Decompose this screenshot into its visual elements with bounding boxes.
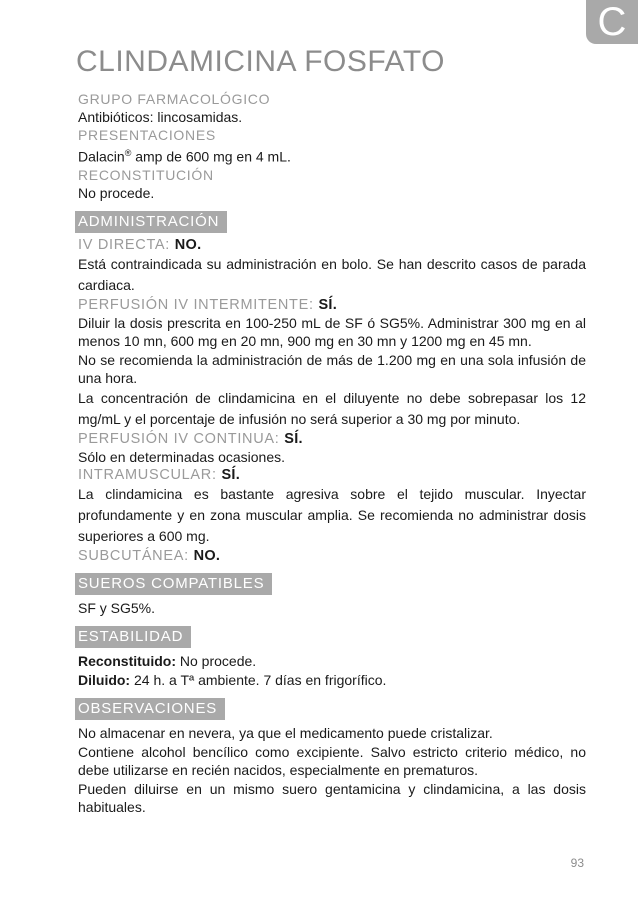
diluido-text: 24 h. a Tª ambiente. 7 días en frigorífico. xyxy=(130,671,387,688)
sueros-header: SUEROS COMPATIBLES xyxy=(75,573,272,595)
diluido-label: Diluido: xyxy=(78,671,131,688)
sueros-text: SF y SG5%. xyxy=(78,599,156,616)
perf-continua-text: Sólo en determinadas ocasiones. xyxy=(78,448,286,465)
grupo-text: Antibióticos: lincosamidas. xyxy=(78,109,243,125)
administracion-header: ADMINISTRACIÓN xyxy=(75,211,227,233)
reconstituido-label: Reconstituido: xyxy=(78,652,176,669)
perf-intermitente-p1: Diluir la dosis prescrita en 100-250 mL de SF ó SG5%. Administrar 300 mg en al menos 10 mn, 600 mg en 20 mn, 900 mg en 30 mn y 1200 mg en 45 mn. xyxy=(78,314,586,349)
iv-directa-label-text: IV DIRECTA: xyxy=(78,236,175,253)
perf-intermitente-label xyxy=(78,297,586,314)
reconstituido-text: No procede. xyxy=(176,652,257,669)
section-letter-tab: C xyxy=(586,0,638,44)
intramuscular-label xyxy=(78,467,586,484)
subcutanea-label xyxy=(78,548,586,565)
observaciones-p3: Pueden diluirse en un mismo suero gentamicina y clindamicina, a las dosis habituales. xyxy=(78,780,586,815)
grupo-label: GRUPO FARMACOLÓGICO xyxy=(78,91,271,107)
estabilidad-reconstituido xyxy=(78,652,586,670)
estabilidad-diluido xyxy=(78,671,586,689)
presentaciones-text xyxy=(78,144,586,166)
reconstitucion-label: RECONSTITUCIÓN xyxy=(78,166,214,183)
monograph-content xyxy=(78,44,586,817)
iv-directa-text: Está contraindicada su administración en bolo. Se han descrito casos de parada cardiaca. xyxy=(78,255,586,293)
drug-title: CLINDAMICINA FOSFATO xyxy=(76,45,445,78)
perf-continua-label xyxy=(78,431,586,448)
estabilidad-header: ESTABILIDAD xyxy=(75,626,191,648)
observaciones-header: OBSERVACIONES xyxy=(75,698,225,720)
intramuscular-text: La clindamicina es bastante agresiva sobre el tejido muscular. Inyectar profundamente y en zona muscular amplia. Se recomienda no administrar dosis superiores a 600 mg. xyxy=(78,485,586,544)
subcutanea-label-text: SUBCUTÁNEA: xyxy=(78,547,194,564)
registered-mark: ® xyxy=(124,148,132,158)
brand-name: Dalacin xyxy=(78,148,125,165)
subcutanea-value: NO. xyxy=(193,547,221,564)
perf-intermitente-value: SÍ. xyxy=(318,296,338,313)
presentaciones-label: PRESENTACIONES xyxy=(78,127,216,143)
perf-intermitente-p2: No se recomienda la administración de más de 1.200 mg en una sola infusión de una hora. xyxy=(78,351,586,386)
perf-intermitente-label-text: PERFUSIÓN IV INTERMITENTE: xyxy=(78,296,319,313)
perf-intermitente-p3: La concentración de clindamicina en el diluyente no debe sobrepasar los 12 mg/mL y el porcentaje de infusión no será superior a 30 mg por minuto. xyxy=(78,389,586,427)
observaciones-p1: No almacenar en nevera, ya que el medicamento puede cristalizar. xyxy=(78,724,493,741)
reconstitucion-text: No procede. xyxy=(78,184,155,201)
intramuscular-label-text: INTRAMUSCULAR: xyxy=(78,466,222,483)
perf-continua-label-text: PERFUSIÓN IV CONTINUA: xyxy=(78,430,285,447)
presentation-detail: amp de 600 mg en 4 mL. xyxy=(131,148,291,165)
iv-directa-value: NO. xyxy=(174,236,202,253)
observaciones-p2: Contiene alcohol bencílico como excipiente. Salvo estricto criterio médico, no debe utilizarse en recién nacidos, especialmente en prematuros. xyxy=(78,743,586,778)
page-number: 93 xyxy=(570,856,584,870)
perf-continua-value: SÍ. xyxy=(284,430,303,447)
intramuscular-value: SÍ. xyxy=(221,466,241,483)
iv-directa-label xyxy=(78,237,586,254)
